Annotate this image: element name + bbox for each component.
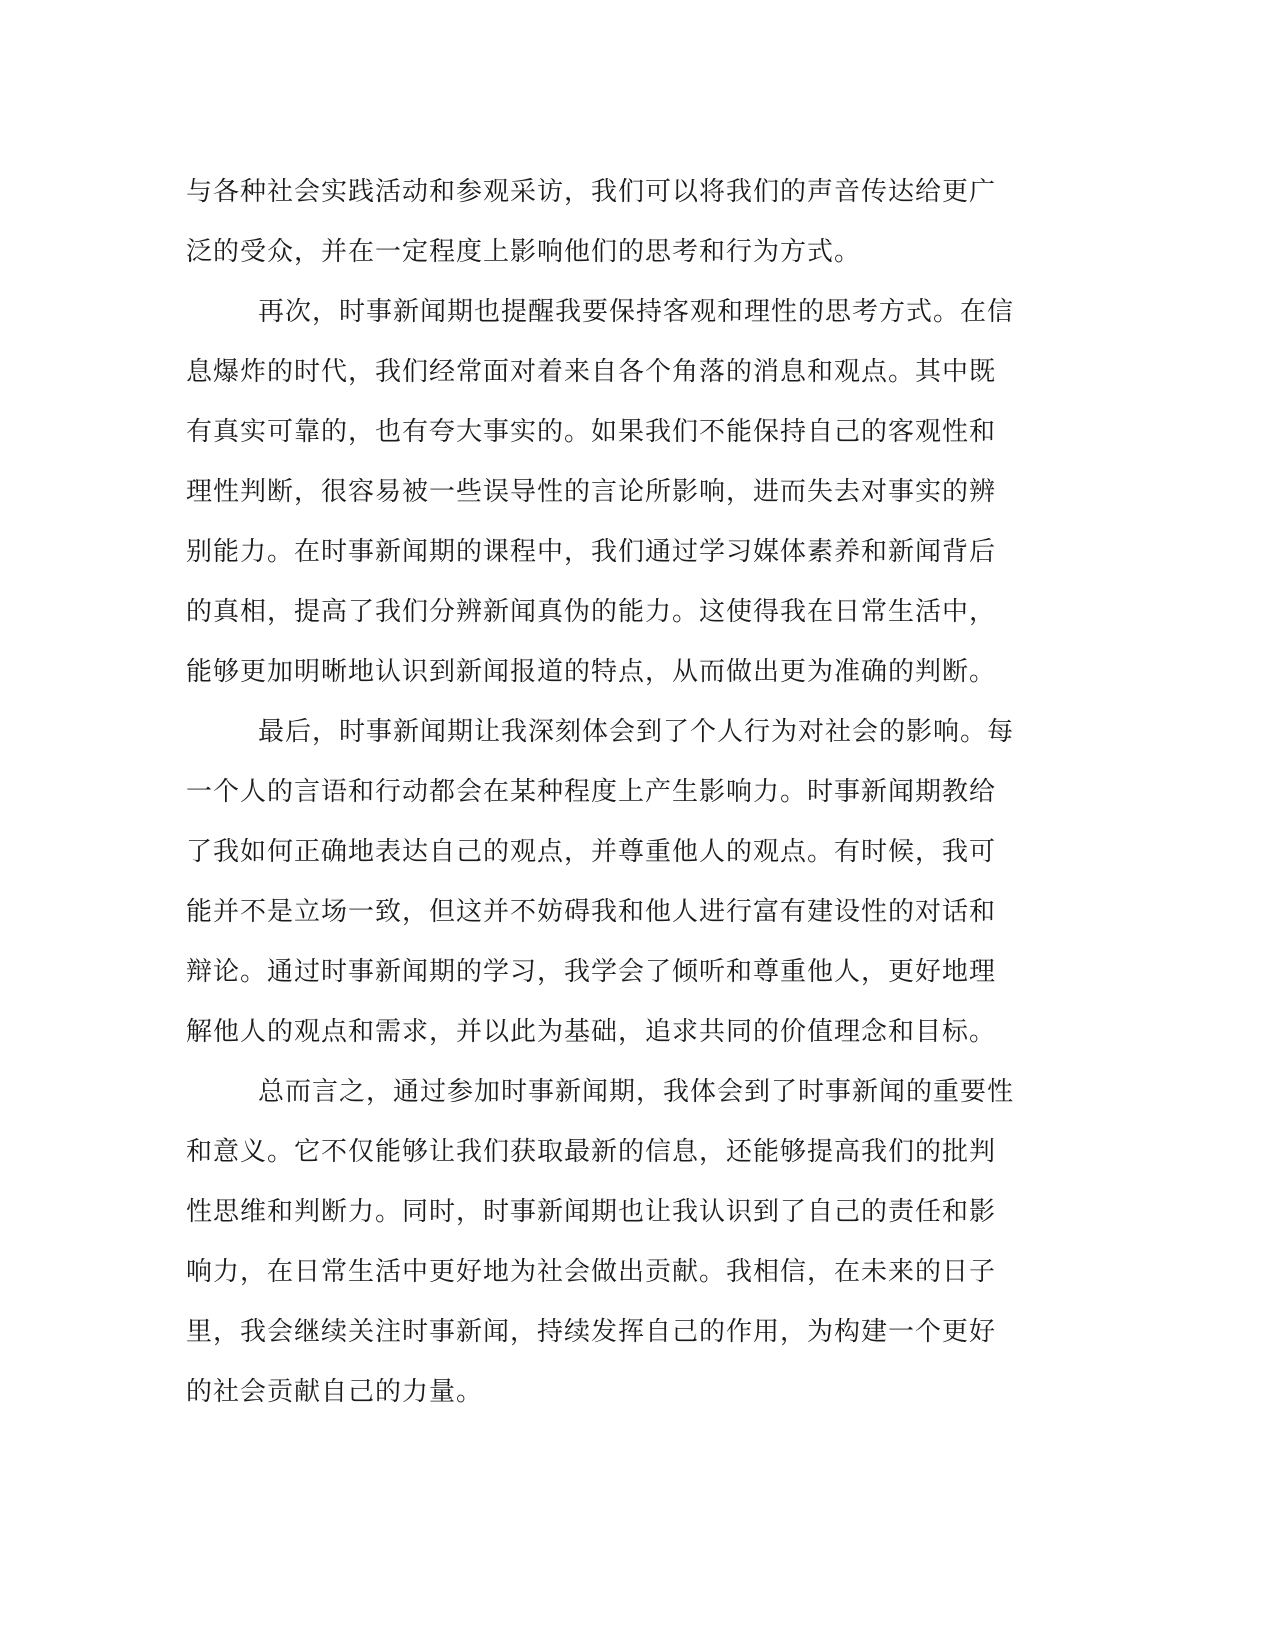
text-line: 里，我会继续关注时事新闻，持续发挥自己的作用，为构建一个更好 <box>186 1317 997 1347</box>
text-line: 性思维和判断力。同时，时事新闻期也让我认识到了自己的责任和影 <box>186 1197 997 1227</box>
text-line: 能够更加明晰地认识到新闻报道的特点，从而做出更为准确的判断。 <box>186 657 997 687</box>
text-line: 一个人的言语和行动都会在某种程度上产生影响力。时事新闻期教给 <box>186 777 997 807</box>
text-line: 与各种社会实践活动和参观采访，我们可以将我们的声音传达给更广 <box>186 177 997 207</box>
text-line: 理性判断，很容易被一些误导性的言论所影响，进而失去对事实的辨 <box>186 477 997 507</box>
body-text <box>186 162 1086 1422</box>
text-line: 响力，在日常生活中更好地为社会做出贡献。我相信，在未来的日子 <box>186 1257 997 1287</box>
text-line: 能并不是立场一致，但这并不妨碍我和他人进行富有建设性的对话和 <box>186 897 997 927</box>
text-line: 了我如何正确地表达自己的观点，并尊重他人的观点。有时候，我可 <box>186 837 997 867</box>
text-line: 解他人的观点和需求，并以此为基础，追求共同的价值理念和目标。 <box>186 1017 997 1047</box>
text-line: 和意义。它不仅能够让我们获取最新的信息，还能够提高我们的批判 <box>186 1137 997 1167</box>
paragraph-start-line: 最后，时事新闻期让我深刻体会到了个人行为对社会的影响。每 <box>258 717 1015 747</box>
text-line: 辩论。通过时事新闻期的学习，我学会了倾听和尊重他人，更好地理 <box>186 957 997 987</box>
text-line: 的社会贡献自己的力量。 <box>186 1377 484 1407</box>
text-line: 的真相，提高了我们分辨新闻真伪的能力。这使得我在日常生活中， <box>186 597 997 627</box>
text-line: 有真实可靠的，也有夸大事实的。如果我们不能保持自己的客观性和 <box>186 417 997 447</box>
paragraph-start-line: 再次，时事新闻期也提醒我要保持客观和理性的思考方式。在信 <box>258 297 1015 327</box>
text-line: 别能力。在时事新闻期的课程中，我们通过学习媒体素养和新闻背后 <box>186 537 997 567</box>
paragraph-start-line: 总而言之，通过参加时事新闻期，我体会到了时事新闻的重要性 <box>258 1077 1015 1107</box>
text-line: 泛的受众，并在一定程度上影响他们的思考和行为方式。 <box>186 237 862 267</box>
text-line: 息爆炸的时代，我们经常面对着来自各个角落的消息和观点。其中既 <box>186 357 997 387</box>
